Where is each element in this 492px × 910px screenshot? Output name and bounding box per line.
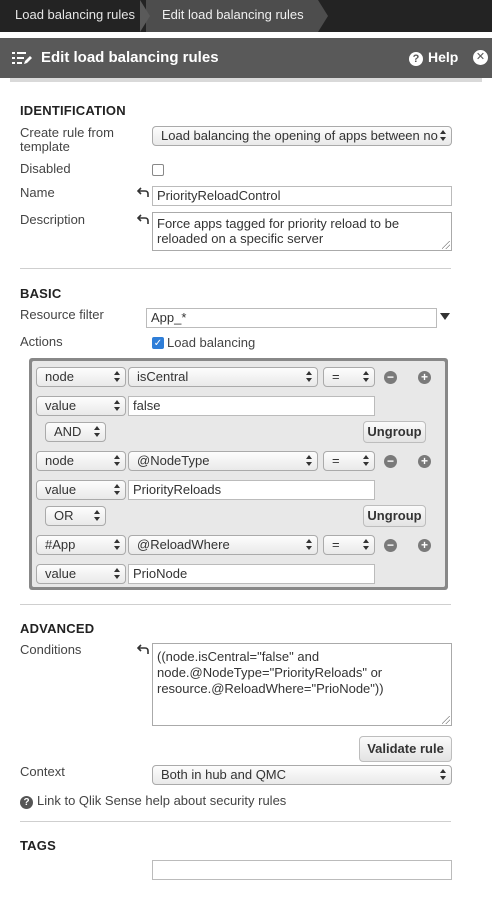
connector-select[interactable]	[45, 422, 106, 442]
resource-filter-dropdown-icon[interactable]	[440, 313, 450, 320]
connector-select-value: OR	[54, 508, 74, 523]
help-link-text: Link to Qlik Sense help about security rules	[37, 793, 287, 808]
connector-select-value: AND	[54, 424, 82, 439]
conditions-textarea[interactable]	[152, 643, 452, 726]
load-balancing-checkbox[interactable]: ✓	[153, 338, 163, 349]
select-arrows-icon	[306, 538, 313, 552]
property-select[interactable]	[128, 451, 318, 471]
undo-icon[interactable]	[137, 644, 149, 654]
select-arrows-icon	[114, 454, 121, 468]
template-label: Create rule from template	[20, 125, 114, 154]
header-shadow	[10, 78, 482, 82]
breadcrumb	[0, 0, 492, 32]
context-label: Context	[20, 764, 65, 779]
resource-select[interactable]	[36, 451, 126, 471]
ungroup-button[interactable]: Ungroup	[363, 505, 426, 527]
select-arrows-icon	[306, 370, 313, 384]
conditions-label: Conditions	[20, 642, 82, 657]
divider	[20, 604, 451, 605]
section-title-advanced: ADVANCED	[20, 621, 95, 636]
help-link[interactable]	[20, 793, 286, 809]
operator-select-value: =	[332, 453, 340, 468]
description-label: Description	[20, 212, 86, 227]
remove-condition-icon[interactable]: −	[384, 371, 397, 384]
resource-select-value: #App	[45, 537, 76, 552]
select-arrows-icon	[114, 483, 121, 497]
value-type-select[interactable]	[36, 564, 126, 584]
context-select[interactable]	[152, 765, 452, 785]
condition-value-input[interactable]: PriorityReloads	[128, 480, 375, 500]
load-balancing-label: Load balancing	[167, 335, 256, 350]
value-type-select[interactable]	[36, 396, 126, 416]
condition-builder	[29, 358, 448, 590]
close-icon[interactable]: ✕	[473, 50, 488, 65]
property-select[interactable]	[128, 535, 318, 555]
name-label: Name	[20, 185, 55, 200]
description-textarea[interactable]	[152, 212, 452, 251]
select-arrows-icon	[363, 454, 370, 468]
context-select-value: Both in hub and QMC	[161, 767, 287, 782]
template-select[interactable]	[152, 126, 452, 146]
name-input[interactable]: PriorityReloadControl	[152, 186, 452, 206]
divider	[20, 268, 451, 269]
resource-select-value: node	[45, 453, 74, 468]
breadcrumb-separator	[318, 0, 328, 32]
section-title-basic: BASIC	[20, 286, 62, 301]
validate-rule-button[interactable]: Validate rule	[359, 736, 452, 762]
resize-handle-icon[interactable]	[442, 241, 450, 249]
condition-value-input[interactable]: false	[128, 396, 375, 416]
help-label: Help	[428, 49, 459, 65]
conditions-text: ((node.isCentral="false" and node.@NodeType="PriorityReloads" or resource.@ReloadWhere="PrioNode"))	[157, 649, 384, 696]
condition-builder-panel	[32, 361, 445, 587]
value-type-select-value: value	[45, 398, 77, 413]
connector-select[interactable]	[45, 506, 106, 526]
divider	[20, 821, 451, 822]
select-arrows-icon	[363, 538, 370, 552]
resource-select[interactable]	[36, 535, 126, 555]
question-icon: ?	[20, 796, 33, 809]
description-text: Force apps tagged for priority reload to be reloaded on a specific server	[157, 216, 400, 246]
select-arrows-icon	[363, 370, 370, 384]
operator-select[interactable]	[323, 535, 375, 555]
breadcrumb-item-load-balancing-rules[interactable]: Load balancing rules	[15, 7, 135, 22]
property-select-value: isCentral	[137, 369, 189, 384]
undo-icon[interactable]	[137, 214, 149, 224]
tags-input[interactable]	[152, 860, 452, 880]
remove-condition-icon[interactable]: −	[384, 455, 397, 468]
select-arrows-icon	[114, 538, 121, 552]
disabled-checkbox[interactable]	[152, 164, 164, 176]
value-type-select-value: value	[45, 482, 77, 497]
condition-value-input[interactable]: PrioNode	[128, 564, 375, 584]
actions-label: Actions	[20, 334, 63, 349]
value-type-select-value: value	[45, 566, 77, 581]
page-title: Edit load balancing rules	[41, 49, 219, 66]
select-arrows-icon	[440, 129, 447, 143]
value-type-select[interactable]	[36, 480, 126, 500]
property-select[interactable]	[128, 367, 318, 387]
operator-select-value: =	[332, 369, 340, 384]
resource-select-value: node	[45, 369, 74, 384]
panel-header	[0, 38, 492, 78]
add-condition-icon[interactable]: +	[418, 371, 431, 384]
select-arrows-icon	[94, 509, 101, 523]
section-title-identification: IDENTIFICATION	[20, 103, 126, 118]
question-icon: ?	[409, 52, 423, 66]
property-select-value: @ReloadWhere	[137, 537, 230, 552]
select-arrows-icon	[94, 425, 101, 439]
breadcrumb-separator	[140, 0, 150, 32]
section-title-tags: TAGS	[20, 838, 56, 853]
property-select-value: @NodeType	[137, 453, 210, 468]
operator-select[interactable]	[323, 451, 375, 471]
help-button[interactable]	[409, 49, 458, 66]
ungroup-button[interactable]: Ungroup	[363, 421, 426, 443]
select-arrows-icon	[114, 370, 121, 384]
add-condition-icon[interactable]: +	[418, 539, 431, 552]
operator-select[interactable]	[323, 367, 375, 387]
select-arrows-icon	[306, 454, 313, 468]
resize-handle-icon[interactable]	[442, 716, 450, 724]
select-arrows-icon	[114, 567, 121, 581]
edit-list-icon	[12, 50, 32, 66]
remove-condition-icon[interactable]: −	[384, 539, 397, 552]
resource-filter-label: Resource filter	[20, 307, 104, 322]
select-arrows-icon	[114, 399, 121, 413]
operator-select-value: =	[332, 537, 340, 552]
template-select-value: Load balancing the opening of apps between no	[161, 128, 438, 143]
breadcrumb-item-edit-load-balancing-rules[interactable]: Edit load balancing rules	[146, 0, 318, 32]
disabled-label: Disabled	[20, 161, 71, 176]
add-condition-icon[interactable]: +	[418, 455, 431, 468]
select-arrows-icon	[440, 768, 447, 782]
resource-filter-input[interactable]: App_*	[146, 308, 437, 328]
undo-icon[interactable]	[137, 187, 149, 197]
resource-select[interactable]	[36, 367, 126, 387]
